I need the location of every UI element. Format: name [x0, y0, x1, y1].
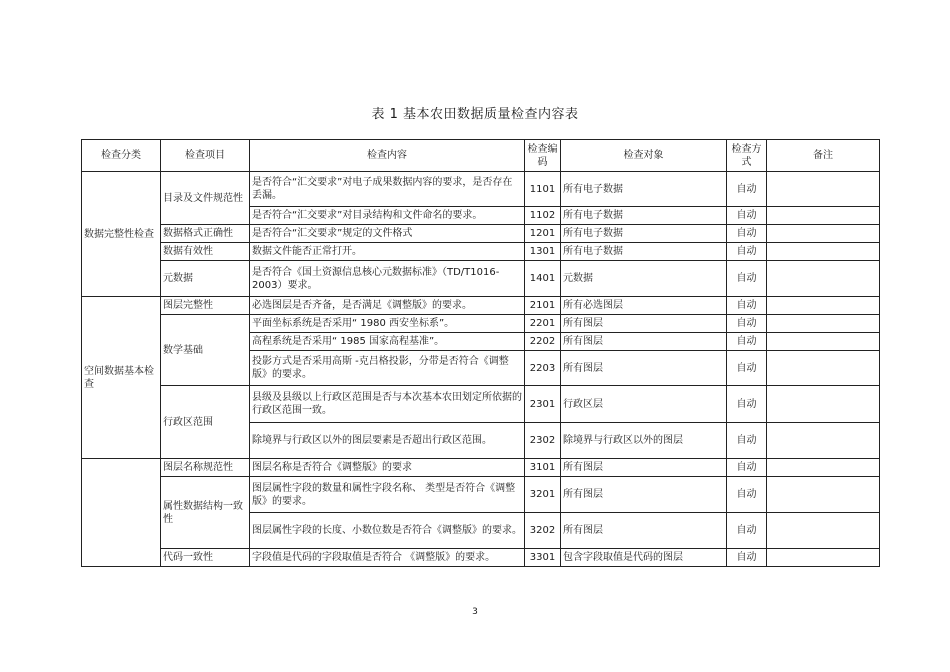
content-cell: 字段值是代码的字段取值是否符合 《调整版》的要求。 — [250, 549, 525, 567]
content-cell: 图层名称是否符合《调整版》的要求 — [250, 459, 525, 477]
method-cell: 自动 — [727, 297, 767, 315]
content-cell: 是否符合《国土资源信息核心元数据标准》（TD/T1016-2003）要求。 — [250, 261, 525, 297]
header-category: 检查分类 — [82, 140, 161, 172]
category-cell — [82, 459, 161, 567]
object-cell: 所有图层 — [561, 459, 727, 477]
code-cell: 3101 — [525, 459, 561, 477]
content-cell: 是否符合“汇交要求”规定的文件格式 — [250, 225, 525, 243]
table-row — [82, 297, 880, 315]
object-cell: 元数据 — [561, 261, 727, 297]
object-cell: 行政区层 — [561, 386, 727, 423]
code-cell: 3301 — [525, 549, 561, 567]
code-cell: 1401 — [525, 261, 561, 297]
header-content: 检查内容 — [250, 140, 525, 172]
content-cell: 县级及县级以上行政区范围是否与本次基本农田划定所依据的行政区范围一致。 — [250, 386, 525, 423]
code-cell: 1102 — [525, 207, 561, 225]
method-cell: 自动 — [727, 172, 767, 207]
page-number: 3 — [472, 607, 478, 617]
method-cell: 自动 — [727, 423, 767, 459]
remark-cell — [767, 477, 880, 513]
item-cell: 元数据 — [161, 261, 250, 297]
item-cell: 图层名称规范性 — [161, 459, 250, 477]
item-cell: 目录及文件规范性 — [161, 172, 250, 225]
table-row — [82, 386, 880, 423]
method-cell: 自动 — [727, 333, 767, 351]
method-cell: 自动 — [727, 243, 767, 261]
header-object: 检查对象 — [561, 140, 727, 172]
content-cell: 图层属性字段的数量和属性字段名称、 类型是否符合《调整版》的要求。 — [250, 477, 525, 513]
remark-cell — [767, 333, 880, 351]
method-cell: 自动 — [727, 549, 767, 567]
remark-cell — [767, 386, 880, 423]
content-cell: 图层属性字段的长度、小数位数是否符合《调整版》的要求。 — [250, 513, 525, 549]
object-cell: 除境界与行政区以外的图层 — [561, 423, 727, 459]
item-cell: 行政区范围 — [161, 386, 250, 459]
object-cell: 所有图层 — [561, 315, 727, 333]
table-row — [82, 315, 880, 333]
code-cell: 1101 — [525, 172, 561, 207]
item-cell: 数据格式正确性 — [161, 225, 250, 243]
table-row — [82, 477, 880, 513]
table-row — [82, 225, 880, 243]
content-cell: 必选图层是否齐备，是否满足《调整版》的要求。 — [250, 297, 525, 315]
remark-cell — [767, 513, 880, 549]
item-cell: 属性数据结构一致性 — [161, 477, 250, 549]
method-cell: 自动 — [727, 477, 767, 513]
content-cell: 是否符合“汇交要求”对电子成果数据内容的要求，是否存在丢漏。 — [250, 172, 525, 207]
code-cell: 1201 — [525, 225, 561, 243]
header-remark: 备注 — [767, 140, 880, 172]
content-cell: 平面坐标系统是否采用“ 1980 西安坐标系”。 — [250, 315, 525, 333]
item-cell: 数据有效性 — [161, 243, 250, 261]
remark-cell — [767, 225, 880, 243]
remark-cell — [767, 243, 880, 261]
object-cell: 所有电子数据 — [561, 207, 727, 225]
item-cell: 数学基础 — [161, 315, 250, 386]
object-cell: 所有必选图层 — [561, 297, 727, 315]
content-cell: 高程系统是否采用“ 1985 国家高程基准”。 — [250, 333, 525, 351]
content-cell: 是否符合“汇交要求”对目录结构和文件命名的要求。 — [250, 207, 525, 225]
code-cell: 1301 — [525, 243, 561, 261]
content-cell: 除境界与行政区以外的图层要素是否超出行政区范围。 — [250, 423, 525, 459]
object-cell: 所有电子数据 — [561, 243, 727, 261]
item-cell: 代码一致性 — [161, 549, 250, 567]
object-cell: 所有图层 — [561, 351, 727, 386]
method-cell: 自动 — [727, 386, 767, 423]
remark-cell — [767, 172, 880, 207]
table-row — [82, 459, 880, 477]
category-cell: 数据完整性检查 — [82, 172, 161, 297]
remark-cell — [767, 297, 880, 315]
code-cell: 2101 — [525, 297, 561, 315]
header-row — [82, 140, 880, 172]
method-cell: 自动 — [727, 225, 767, 243]
header-method: 检查方式 — [727, 140, 767, 172]
code-cell: 2201 — [525, 315, 561, 333]
table-row — [82, 549, 880, 567]
object-cell: 所有电子数据 — [561, 172, 727, 207]
remark-cell — [767, 549, 880, 567]
object-cell: 所有电子数据 — [561, 225, 727, 243]
code-cell: 2203 — [525, 351, 561, 386]
method-cell: 自动 — [727, 315, 767, 333]
remark-cell — [767, 351, 880, 386]
table-row — [82, 243, 880, 261]
code-cell: 3202 — [525, 513, 561, 549]
object-cell: 包含字段取值是代码的图层 — [561, 549, 727, 567]
remark-cell — [767, 423, 880, 459]
object-cell: 所有图层 — [561, 333, 727, 351]
table-row — [82, 261, 880, 297]
remark-cell — [767, 459, 880, 477]
code-cell: 2302 — [525, 423, 561, 459]
method-cell: 自动 — [727, 207, 767, 225]
header-code: 检查编码 — [525, 140, 561, 172]
remark-cell — [767, 207, 880, 225]
content-cell: 投影方式是否采用高斯 -克吕格投影，分带是否符合《调整版》的要求。 — [250, 351, 525, 386]
table-title: 表 1 基本农田数据质量检查内容表 — [371, 107, 579, 122]
object-cell: 所有图层 — [561, 477, 727, 513]
item-cell: 图层完整性 — [161, 297, 250, 315]
object-cell: 所有图层 — [561, 513, 727, 549]
category-cell: 空间数据基本检查 — [82, 297, 161, 459]
method-cell: 自动 — [727, 351, 767, 386]
method-cell: 自动 — [727, 459, 767, 477]
code-cell: 3201 — [525, 477, 561, 513]
code-cell: 2202 — [525, 333, 561, 351]
code-cell: 2301 — [525, 386, 561, 423]
quality-check-table — [81, 139, 880, 567]
table-row — [82, 172, 880, 207]
header-item: 检查项目 — [161, 140, 250, 172]
remark-cell — [767, 261, 880, 297]
method-cell: 自动 — [727, 261, 767, 297]
method-cell: 自动 — [727, 513, 767, 549]
remark-cell — [767, 315, 880, 333]
content-cell: 数据文件能否正常打开。 — [250, 243, 525, 261]
